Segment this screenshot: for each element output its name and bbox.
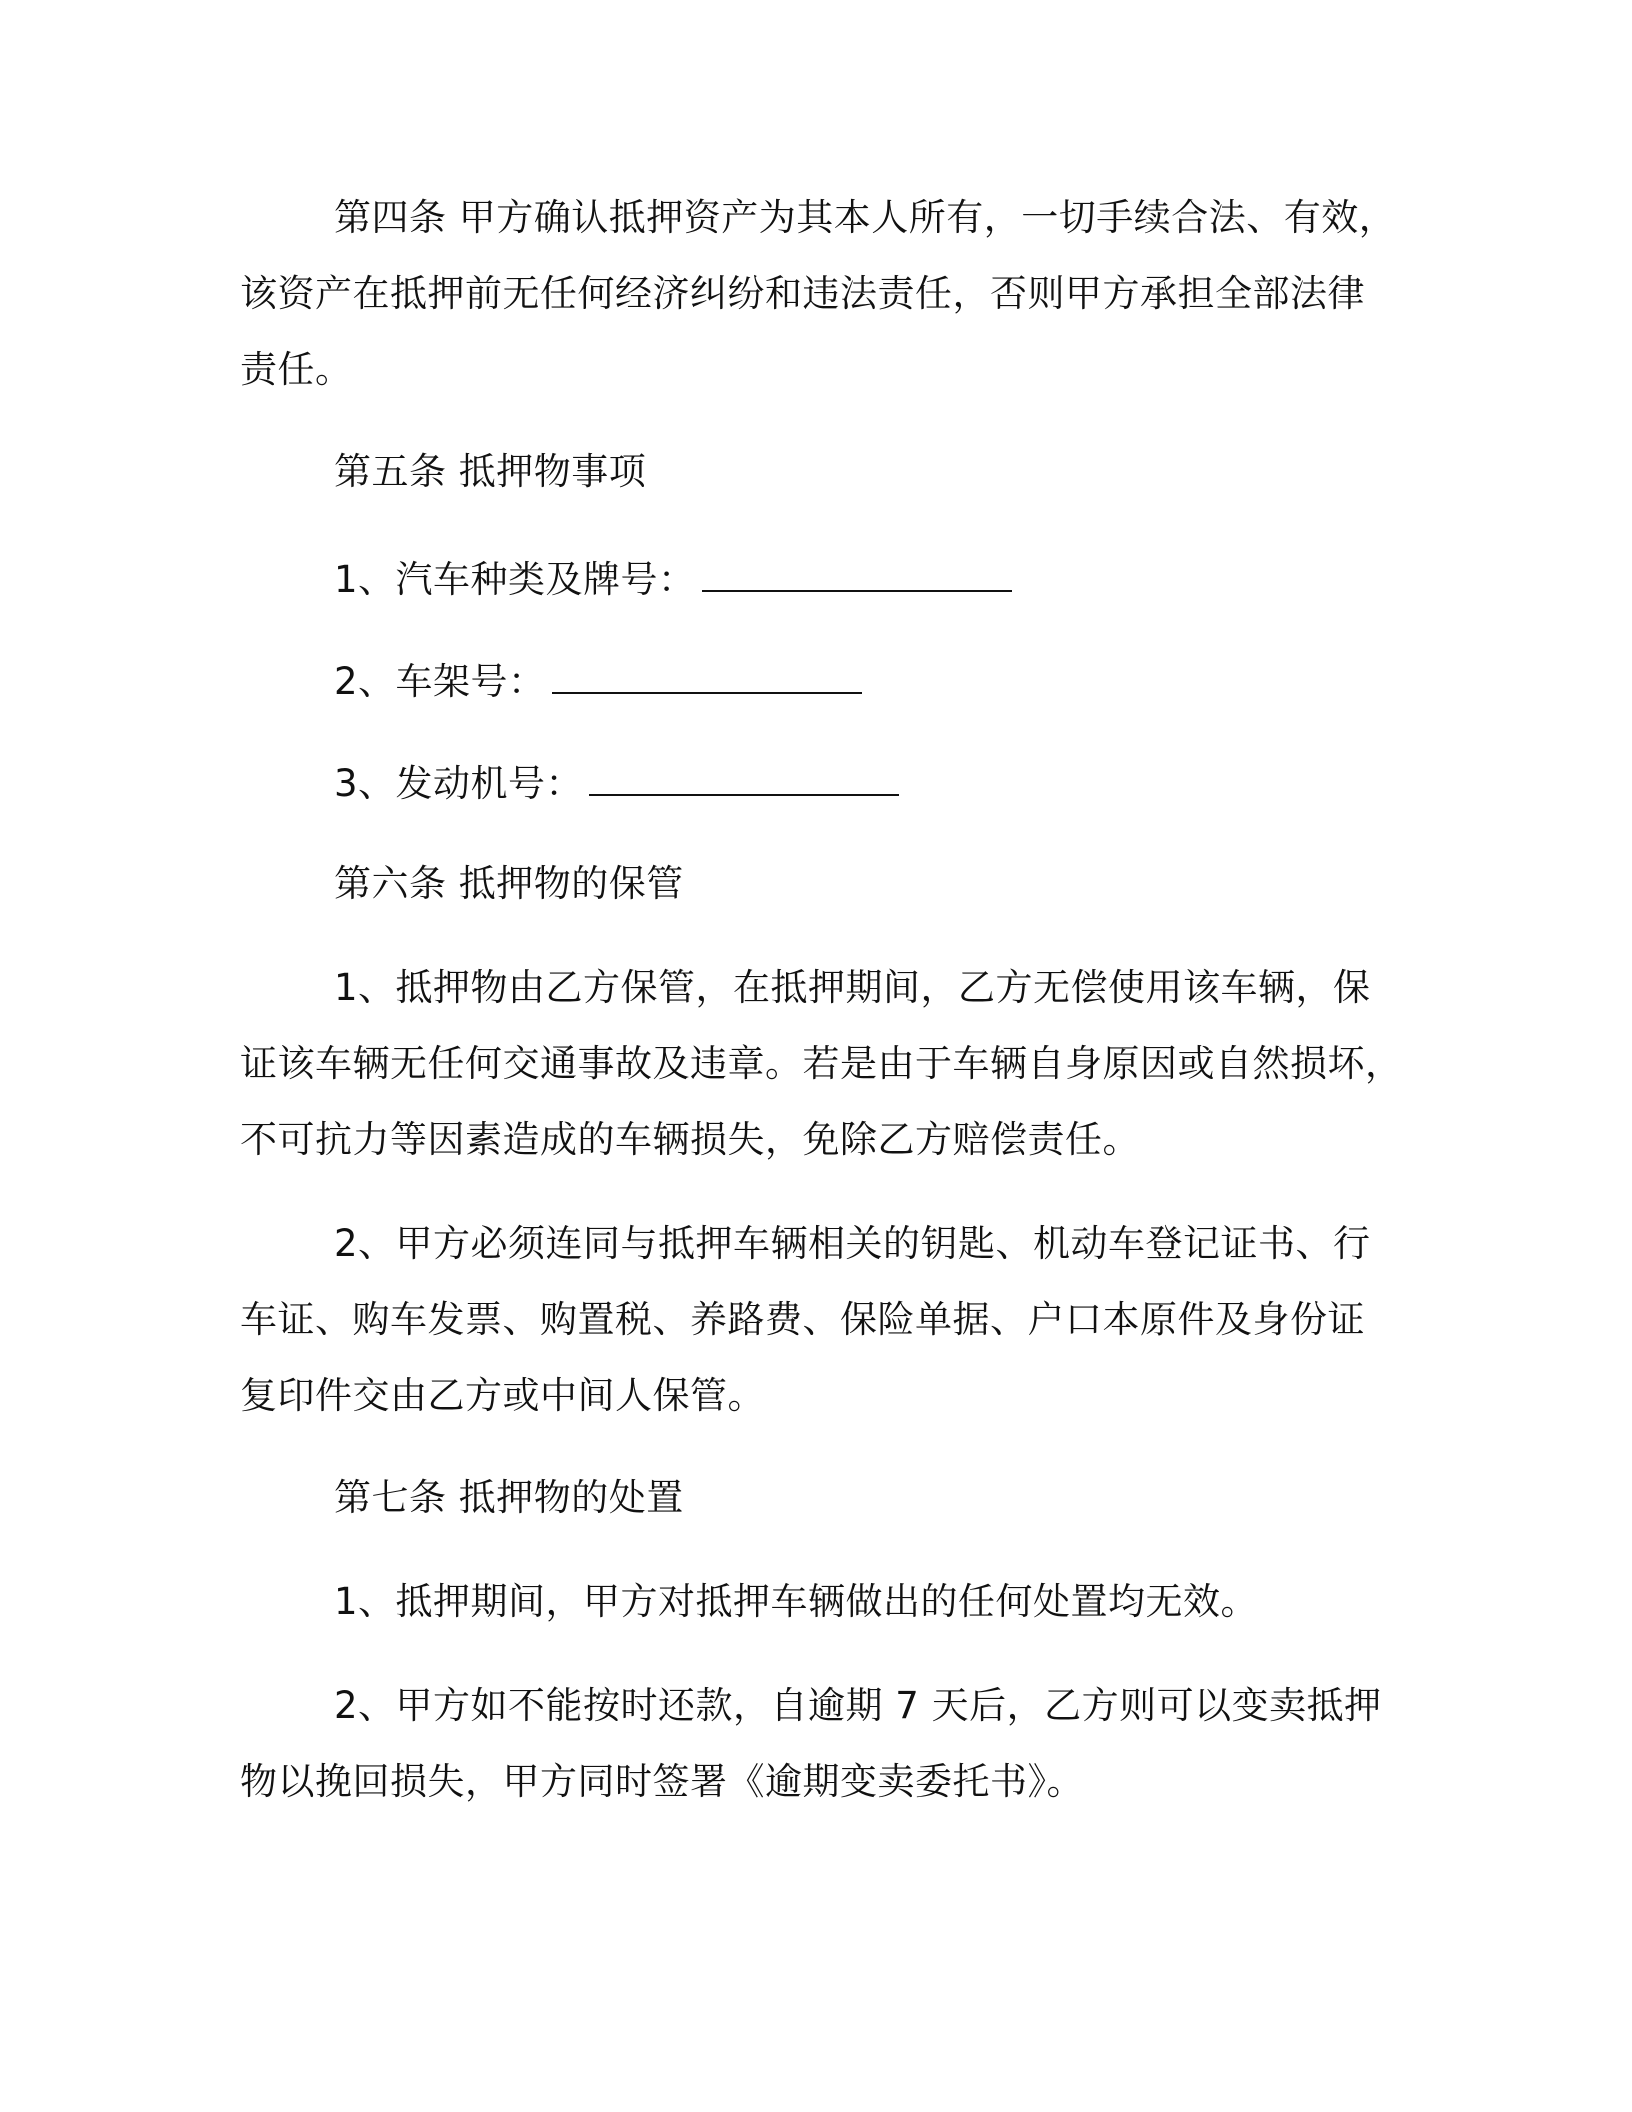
article-6-para-1-line-3: 不可抗力等因素造成的车辆损失，免除乙方赔偿责任。 [240,1118,1140,1161]
frame-number-blank [552,658,862,694]
vehicle-type-plate-label: 1、汽车种类及牌号： [334,558,696,601]
article-4-line-2: 该资产在抵押前无任何经济纠纷和违法责任，否则甲方承担全部法律 [240,272,1365,315]
engine-number-blank [589,760,899,796]
article-6-para-2-line-3: 复印件交由乙方或中间人保管。 [240,1374,765,1417]
article-5-title: 第五条 抵押物事项 [334,450,647,493]
article-6-title: 第六条 抵押物的保管 [334,862,684,905]
article-6-para-1-line-1: 1、抵押物由乙方保管，在抵押期间，乙方无偿使用该车辆，保 [334,966,1371,1009]
article-7-para-2-line-1: 2、甲方如不能按时还款，自逾期 7 天后，乙方则可以变卖抵押 [334,1684,1382,1727]
article-6-para-2-line-1: 2、甲方必须连同与抵押车辆相关的钥匙、机动车登记证书、行 [334,1222,1371,1265]
engine-number-field [334,760,1494,804]
frame-number-field [334,658,1494,702]
engine-number-label: 3、发动机号： [334,762,584,805]
article-6-para-2-line-2: 车证、购车发票、购置税、养路费、保险单据、户口本原件及身份证 [240,1298,1365,1341]
vehicle-type-plate-blank [702,556,1012,592]
article-4-line-1: 第四条 甲方确认抵押资产为其本人所有，一切手续合法、有效， [334,196,1397,239]
vehicle-type-plate-field [334,556,1494,600]
frame-number-label: 2、车架号： [334,660,546,703]
article-6-para-1-line-2: 证该车辆无任何交通事故及违章。若是由于车辆自身原因或自然损坏， [240,1042,1403,1085]
article-7-para-1: 1、抵押期间，甲方对抵押车辆做出的任何处置均无效。 [334,1580,1259,1623]
article-7-title: 第七条 抵押物的处置 [334,1476,684,1519]
article-4-line-3: 责任。 [240,348,353,391]
article-7-para-2-line-2: 物以挽回损失，甲方同时签署《逾期变卖委托书》。 [240,1760,1084,1803]
